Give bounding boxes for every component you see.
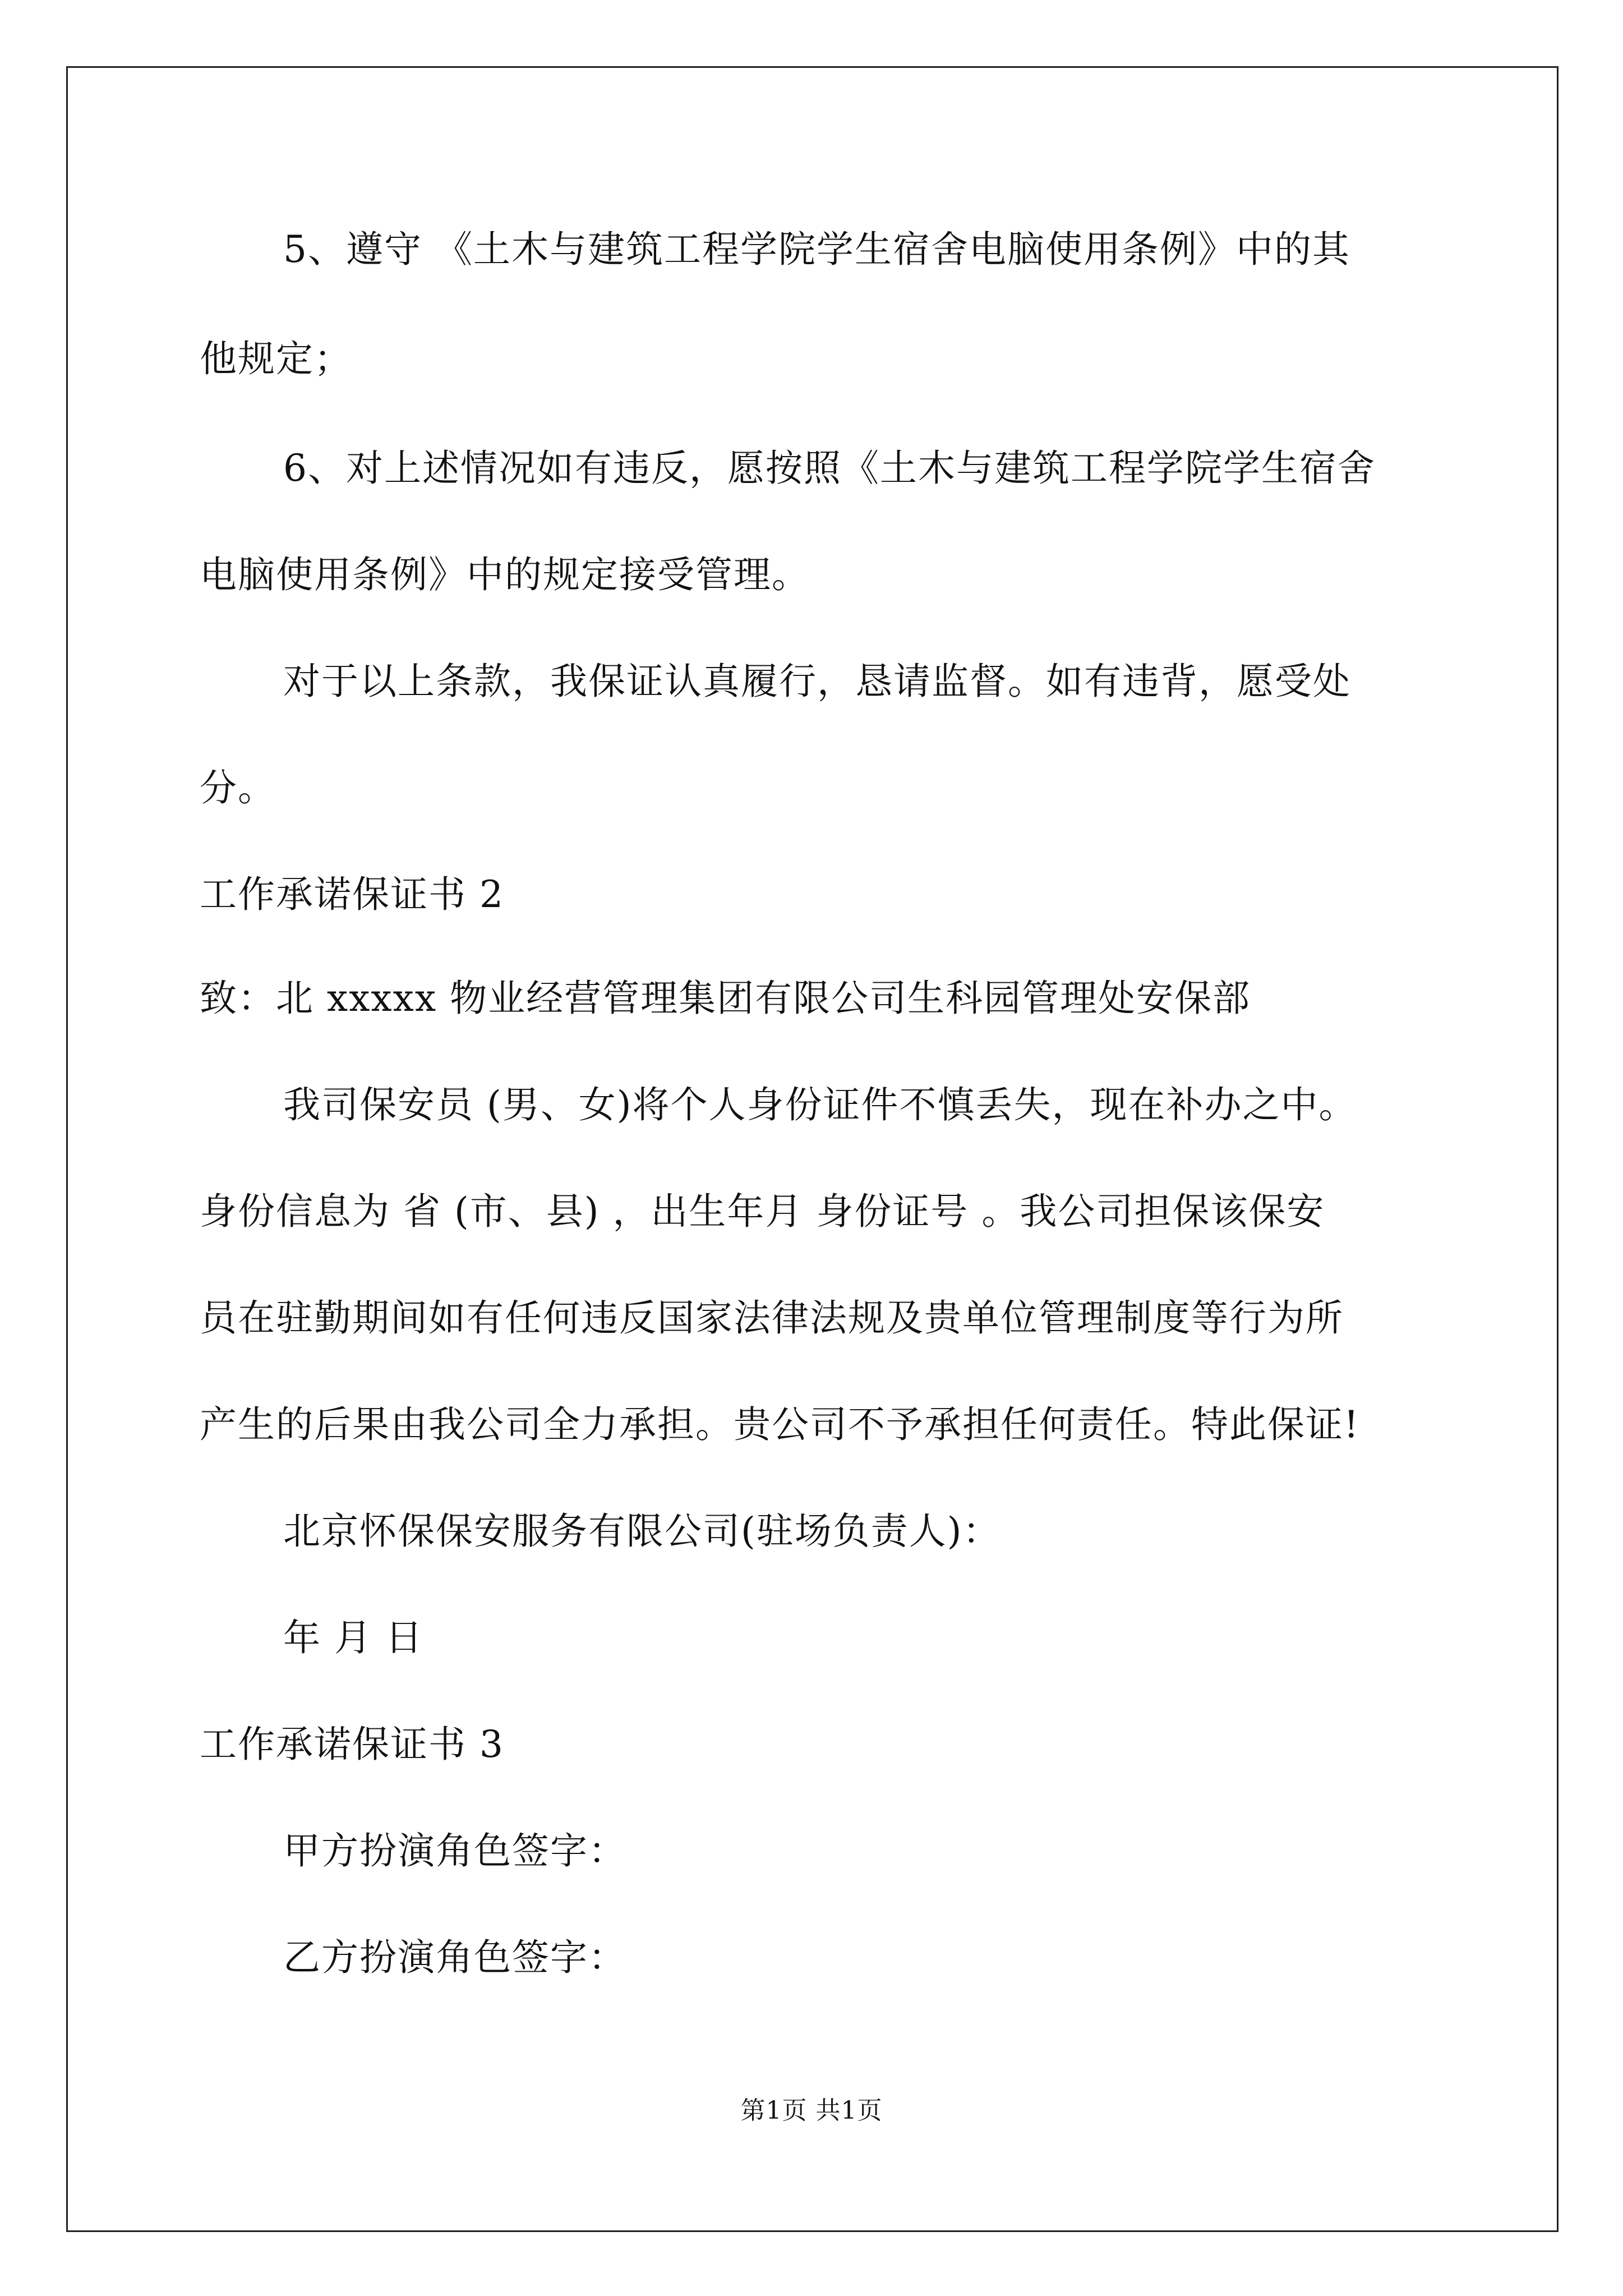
- paragraph-line-rule-5-cont: 他规定；: [200, 337, 352, 380]
- paragraph-line-rule-6: 6、对上述情况如有违反，愿按照《土木与建筑工程学院学生宿舍: [283, 447, 1376, 490]
- signatory-company: 北京怀保保安服务有限公司(驻场负责人)：: [283, 1510, 1001, 1553]
- paragraph-line-guarantee: 我司保安员 (男、女)将个人身份证件不慎丢失，现在补办之中。: [283, 1083, 1357, 1126]
- page-border: [66, 66, 1559, 2232]
- party-b-signature-line: 乙方扮演角色签字：: [283, 1936, 626, 1979]
- date-line: 年 月 日: [283, 1616, 423, 1659]
- section-heading-3: 工作承诺保证书 3: [200, 1723, 504, 1766]
- paragraph-line-guarantee-cont-2: 员在驻勤期间如有任何违反国家法律法规及贵单位管理制度等行为所: [200, 1296, 1344, 1340]
- paragraph-line-pledge: 对于以上条款，我保证认真履行，恳请监督。如有违背，愿受处: [283, 660, 1351, 703]
- paragraph-line-guarantee-cont-3: 产生的后果由我公司全力承担。贵公司不予承担任何责任。特此保证!: [200, 1403, 1360, 1446]
- paragraph-line-rule-6-cont: 电脑使用条例》中的规定接受管理。: [200, 553, 810, 596]
- paragraph-line-rule-5: 5、遵守 《土木与建筑工程学院学生宿舍电脑使用条例》中的其: [283, 228, 1350, 271]
- addressee-line: 致：北 xxxxx 物业经营管理集团有限公司生科园管理处安保部: [200, 977, 1251, 1020]
- section-heading-2: 工作承诺保证书 2: [200, 873, 504, 916]
- paragraph-line-guarantee-cont-1: 身份信息为 省 (市、县) ，出生年月 身份证号 。我公司担保该保安: [200, 1190, 1325, 1233]
- page-footer: 第1页 共1页: [740, 2096, 883, 2125]
- paragraph-line-pledge-cont: 分。: [200, 766, 276, 809]
- party-a-signature-line: 甲方扮演角色签字：: [283, 1829, 626, 1872]
